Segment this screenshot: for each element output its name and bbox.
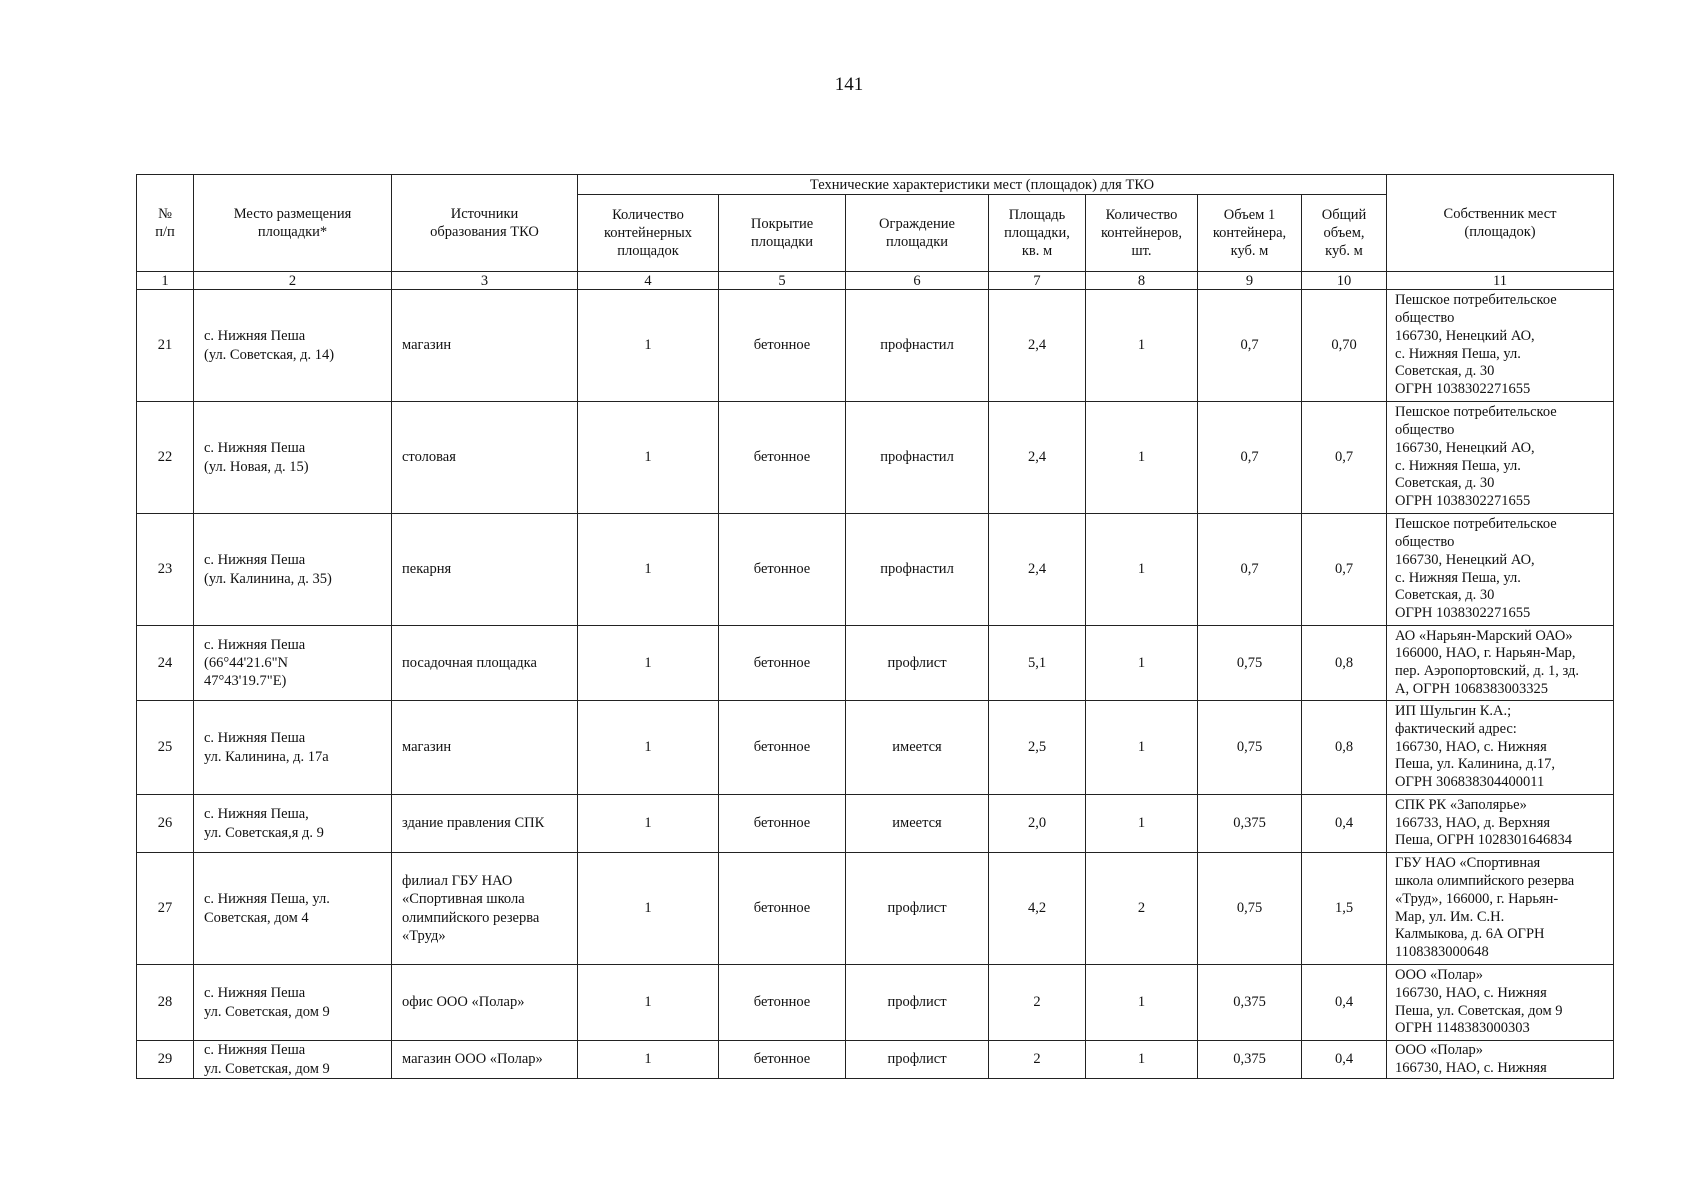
cell-count: 1 [578, 402, 719, 514]
cell-owner: Пешское потребительское общество 166730, Ненецкий АО, с. Нижняя Пеша, ул. Советская, д. 30 ОГРН 1038302271655 [1387, 402, 1614, 514]
column-number: 7 [989, 272, 1086, 290]
column-number: 2 [194, 272, 392, 290]
cell-containers: 1 [1086, 1041, 1198, 1079]
cell-owner: ООО «Полар» 166730, НАО, с. Нижняя [1387, 1041, 1614, 1079]
cell-surface: бетонное [719, 1041, 846, 1079]
cell-location: с. Нижняя Пеша, ул. Советская,я д. 9 [194, 795, 392, 853]
table-row [137, 795, 1614, 853]
column-number: 4 [578, 272, 719, 290]
column-number: 9 [1198, 272, 1302, 290]
cell-location: с. Нижняя Пеша (ул. Советская, д. 14) [194, 290, 392, 402]
cell-volume1: 0,375 [1198, 1041, 1302, 1079]
cell-surface: бетонное [719, 965, 846, 1041]
cell-location: с. Нижняя Пеша (ул. Калинина, д. 35) [194, 514, 392, 626]
tko-sites-table [136, 174, 1614, 1079]
cell-total: 0,4 [1302, 1041, 1387, 1079]
cell-sources: здание правления СПК [392, 795, 578, 853]
cell-location: с. Нижняя Пеша ул. Калинина, д. 17а [194, 701, 392, 795]
cell-surface: бетонное [719, 402, 846, 514]
cell-area: 5,1 [989, 626, 1086, 701]
cell-location: с. Нижняя Пеша, ул. Советская, дом 4 [194, 853, 392, 965]
cell-surface: бетонное [719, 290, 846, 402]
cell-surface: бетонное [719, 626, 846, 701]
cell-total: 0,7 [1302, 514, 1387, 626]
cell-containers: 1 [1086, 795, 1198, 853]
cell-num: 26 [137, 795, 194, 853]
cell-area: 2,4 [989, 290, 1086, 402]
column-number: 8 [1086, 272, 1198, 290]
cell-fence: профнастил [846, 290, 989, 402]
cell-count: 1 [578, 853, 719, 965]
cell-fence: профнастил [846, 514, 989, 626]
cell-area: 2 [989, 965, 1086, 1041]
header-volume1: Объем 1 контейнера, куб. м [1198, 195, 1302, 272]
cell-sources: магазин [392, 290, 578, 402]
cell-num: 29 [137, 1041, 194, 1079]
cell-containers: 1 [1086, 514, 1198, 626]
column-number-row [137, 272, 1614, 290]
cell-total: 1,5 [1302, 853, 1387, 965]
table-row [137, 402, 1614, 514]
cell-containers: 2 [1086, 853, 1198, 965]
cell-total: 0,70 [1302, 290, 1387, 402]
cell-num: 21 [137, 290, 194, 402]
cell-num: 25 [137, 701, 194, 795]
cell-fence: профлист [846, 965, 989, 1041]
cell-count: 1 [578, 795, 719, 853]
cell-owner: АО «Нарьян-Марский ОАО» 166000, НАО, г. Нарьян-Мар, пер. Аэропортовский, д. 1, зд. А, ОГРН 1068383003325 [1387, 626, 1614, 701]
cell-fence: профлист [846, 1041, 989, 1079]
cell-volume1: 0,75 [1198, 853, 1302, 965]
cell-surface: бетонное [719, 795, 846, 853]
header-count: Количество контейнерных площадок [578, 195, 719, 272]
table-row [137, 853, 1614, 965]
cell-owner: Пешское потребительское общество 166730, Ненецкий АО, с. Нижняя Пеша, ул. Советская, д. 30 ОГРН 1038302271655 [1387, 290, 1614, 402]
header-surface: Покрытие площадки [719, 195, 846, 272]
cell-area: 2,4 [989, 402, 1086, 514]
cell-location: с. Нижняя Пеша (ул. Новая, д. 15) [194, 402, 392, 514]
column-number: 6 [846, 272, 989, 290]
cell-sources: магазин [392, 701, 578, 795]
cell-num: 24 [137, 626, 194, 701]
cell-volume1: 0,375 [1198, 795, 1302, 853]
cell-fence: имеется [846, 701, 989, 795]
cell-volume1: 0,7 [1198, 402, 1302, 514]
cell-area: 2,5 [989, 701, 1086, 795]
cell-num: 28 [137, 965, 194, 1041]
cell-area: 2,0 [989, 795, 1086, 853]
cell-volume1: 0,375 [1198, 965, 1302, 1041]
header-num: № п/п [137, 175, 194, 272]
cell-surface: бетонное [719, 853, 846, 965]
header-containers: Количество контейнеров, шт. [1086, 195, 1198, 272]
header-fence: Ограждение площадки [846, 195, 989, 272]
cell-area: 2 [989, 1041, 1086, 1079]
cell-fence: профнастил [846, 402, 989, 514]
cell-num: 22 [137, 402, 194, 514]
cell-volume1: 0,7 [1198, 514, 1302, 626]
cell-containers: 1 [1086, 701, 1198, 795]
table-row [137, 290, 1614, 402]
cell-owner: Пешское потребительское общество 166730, Ненецкий АО, с. Нижняя Пеша, ул. Советская, д. 30 ОГРН 1038302271655 [1387, 514, 1614, 626]
cell-sources: пекарня [392, 514, 578, 626]
cell-containers: 1 [1086, 965, 1198, 1041]
cell-containers: 1 [1086, 290, 1198, 402]
cell-total: 0,8 [1302, 701, 1387, 795]
cell-total: 0,8 [1302, 626, 1387, 701]
cell-count: 1 [578, 514, 719, 626]
cell-count: 1 [578, 626, 719, 701]
cell-area: 4,2 [989, 853, 1086, 965]
cell-owner: ИП Шульгин К.А.; фактический адрес: 166730, НАО, с. Нижняя Пеша, ул. Калинина, д.17, ОГРН 306838304400011 [1387, 701, 1614, 795]
cell-volume1: 0,75 [1198, 626, 1302, 701]
header-total: Общий объем, куб. м [1302, 195, 1387, 272]
column-number: 3 [392, 272, 578, 290]
table-row [137, 626, 1614, 701]
page-number: 141 [834, 74, 864, 95]
header-location: Место размещения площадки* [194, 175, 392, 272]
header-area: Площадь площадки, кв. м [989, 195, 1086, 272]
cell-surface: бетонное [719, 514, 846, 626]
header-owner: Собственник мест (площадок) [1387, 175, 1614, 272]
cell-owner: СПК РК «Заполярье» 166733, НАО, д. Верхняя Пеша, ОГРН 1028301646834 [1387, 795, 1614, 853]
header-tech-group: Технические характеристики мест (площадок) для ТКО [578, 175, 1387, 195]
cell-count: 1 [578, 1041, 719, 1079]
cell-location: с. Нижняя Пеша (66°44'21.6"N 47°43'19.7"E) [194, 626, 392, 701]
cell-volume1: 0,75 [1198, 701, 1302, 795]
cell-sources: магазин ООО «Полар» [392, 1041, 578, 1079]
column-number: 1 [137, 272, 194, 290]
cell-fence: профлист [846, 853, 989, 965]
cell-num: 27 [137, 853, 194, 965]
cell-sources: филиал ГБУ НАО «Спортивная школа олимпийского резерва «Труд» [392, 853, 578, 965]
cell-containers: 1 [1086, 402, 1198, 514]
cell-owner: ГБУ НАО «Спортивная школа олимпийского резерва «Труд», 166000, г. Нарьян- Мар, ул. Им. С.Н. Калмыкова, д. 6А ОГРН 1108383000648 [1387, 853, 1614, 965]
table-row [137, 514, 1614, 626]
cell-containers: 1 [1086, 626, 1198, 701]
cell-fence: имеется [846, 795, 989, 853]
header-sources: Источники образования ТКО [392, 175, 578, 272]
table-row [137, 965, 1614, 1041]
cell-sources: посадочная площадка [392, 626, 578, 701]
cell-fence: профлист [846, 626, 989, 701]
cell-owner: ООО «Полар» 166730, НАО, с. Нижняя Пеша, ул. Советская, дом 9 ОГРН 1148383000303 [1387, 965, 1614, 1041]
column-number: 11 [1387, 272, 1614, 290]
cell-count: 1 [578, 290, 719, 402]
cell-surface: бетонное [719, 701, 846, 795]
table-row [137, 1041, 1614, 1079]
cell-count: 1 [578, 965, 719, 1041]
cell-total: 0,4 [1302, 965, 1387, 1041]
cell-sources: офис ООО «Полар» [392, 965, 578, 1041]
column-number: 10 [1302, 272, 1387, 290]
cell-location: с. Нижняя Пеша ул. Советская, дом 9 [194, 1041, 392, 1079]
cell-volume1: 0,7 [1198, 290, 1302, 402]
table-row [137, 701, 1614, 795]
cell-area: 2,4 [989, 514, 1086, 626]
cell-total: 0,7 [1302, 402, 1387, 514]
cell-num: 23 [137, 514, 194, 626]
cell-sources: столовая [392, 402, 578, 514]
cell-total: 0,4 [1302, 795, 1387, 853]
cell-count: 1 [578, 701, 719, 795]
column-number: 5 [719, 272, 846, 290]
cell-location: с. Нижняя Пеша ул. Советская, дом 9 [194, 965, 392, 1041]
